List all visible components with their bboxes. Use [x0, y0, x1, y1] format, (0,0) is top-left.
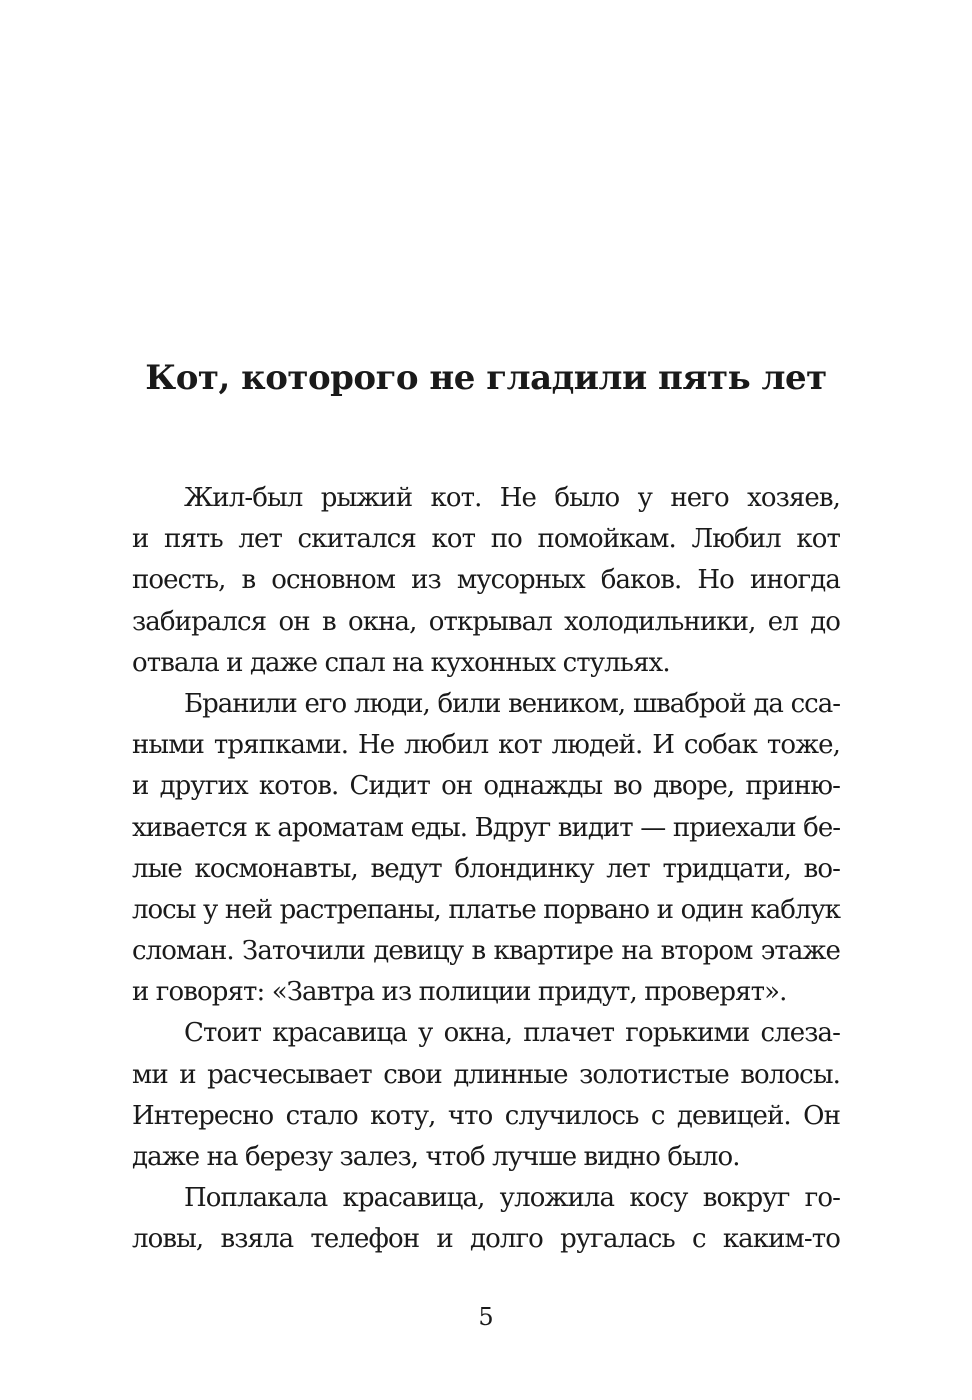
- text-line: и говорят: «Завтра из полиции придут, проверят».: [132, 977, 787, 1008]
- text-line: Жил-был рыжий кот. Не было у него хозяев,: [184, 483, 840, 513]
- text-line: поесть, в основном из мусорных баков. Но иногда: [132, 565, 840, 596]
- body-text: [132, 478, 840, 1261]
- text-line: и других котов. Сидит он однажды во дворе, приню-: [132, 771, 840, 802]
- text-line: ловы, взяла телефон и долго ругалась с каким-то: [132, 1224, 840, 1255]
- page-number: 5: [478, 1303, 494, 1331]
- chapter-title: Кот, которого не гладили пять лет: [145, 358, 827, 398]
- text-line: ми и расчесывает свои длинные золотистые волосы.: [132, 1059, 840, 1090]
- text-line: хивается к ароматам еды. Вдруг видит — приехали бе-: [132, 812, 840, 843]
- text-line: ными тряпками. Не любил кот людей. И собак тоже,: [132, 730, 840, 761]
- text-line: лосы у ней растрепаны, платье порвано и один каблук: [132, 894, 840, 925]
- text-line: лые космонавты, ведут блондинку лет тридцати, во-: [132, 853, 840, 884]
- text-line: сломан. Заточили девицу в квартире на втором этаже: [132, 936, 840, 967]
- text-line: Бранили его люди, били веником, шваброй да сса-: [184, 688, 840, 719]
- text-line: Интересно стало коту, что случилось с девицей. Он: [132, 1100, 840, 1131]
- text-line: даже на березу залез, чтоб лучше видно было.: [132, 1142, 740, 1172]
- text-line: и пять лет скитался кот по помойкам. Любил кот: [132, 524, 840, 555]
- text-line: Поплакала красавица, уложила косу вокруг го-: [184, 1183, 840, 1214]
- text-line: забирался он в окна, открывал холодильники, ел до: [132, 606, 840, 637]
- text-line: отвала и даже спал на кухонных стульях.: [132, 647, 670, 678]
- text-line: Стоит красавица у окна, плачет горькими слеза-: [184, 1018, 840, 1049]
